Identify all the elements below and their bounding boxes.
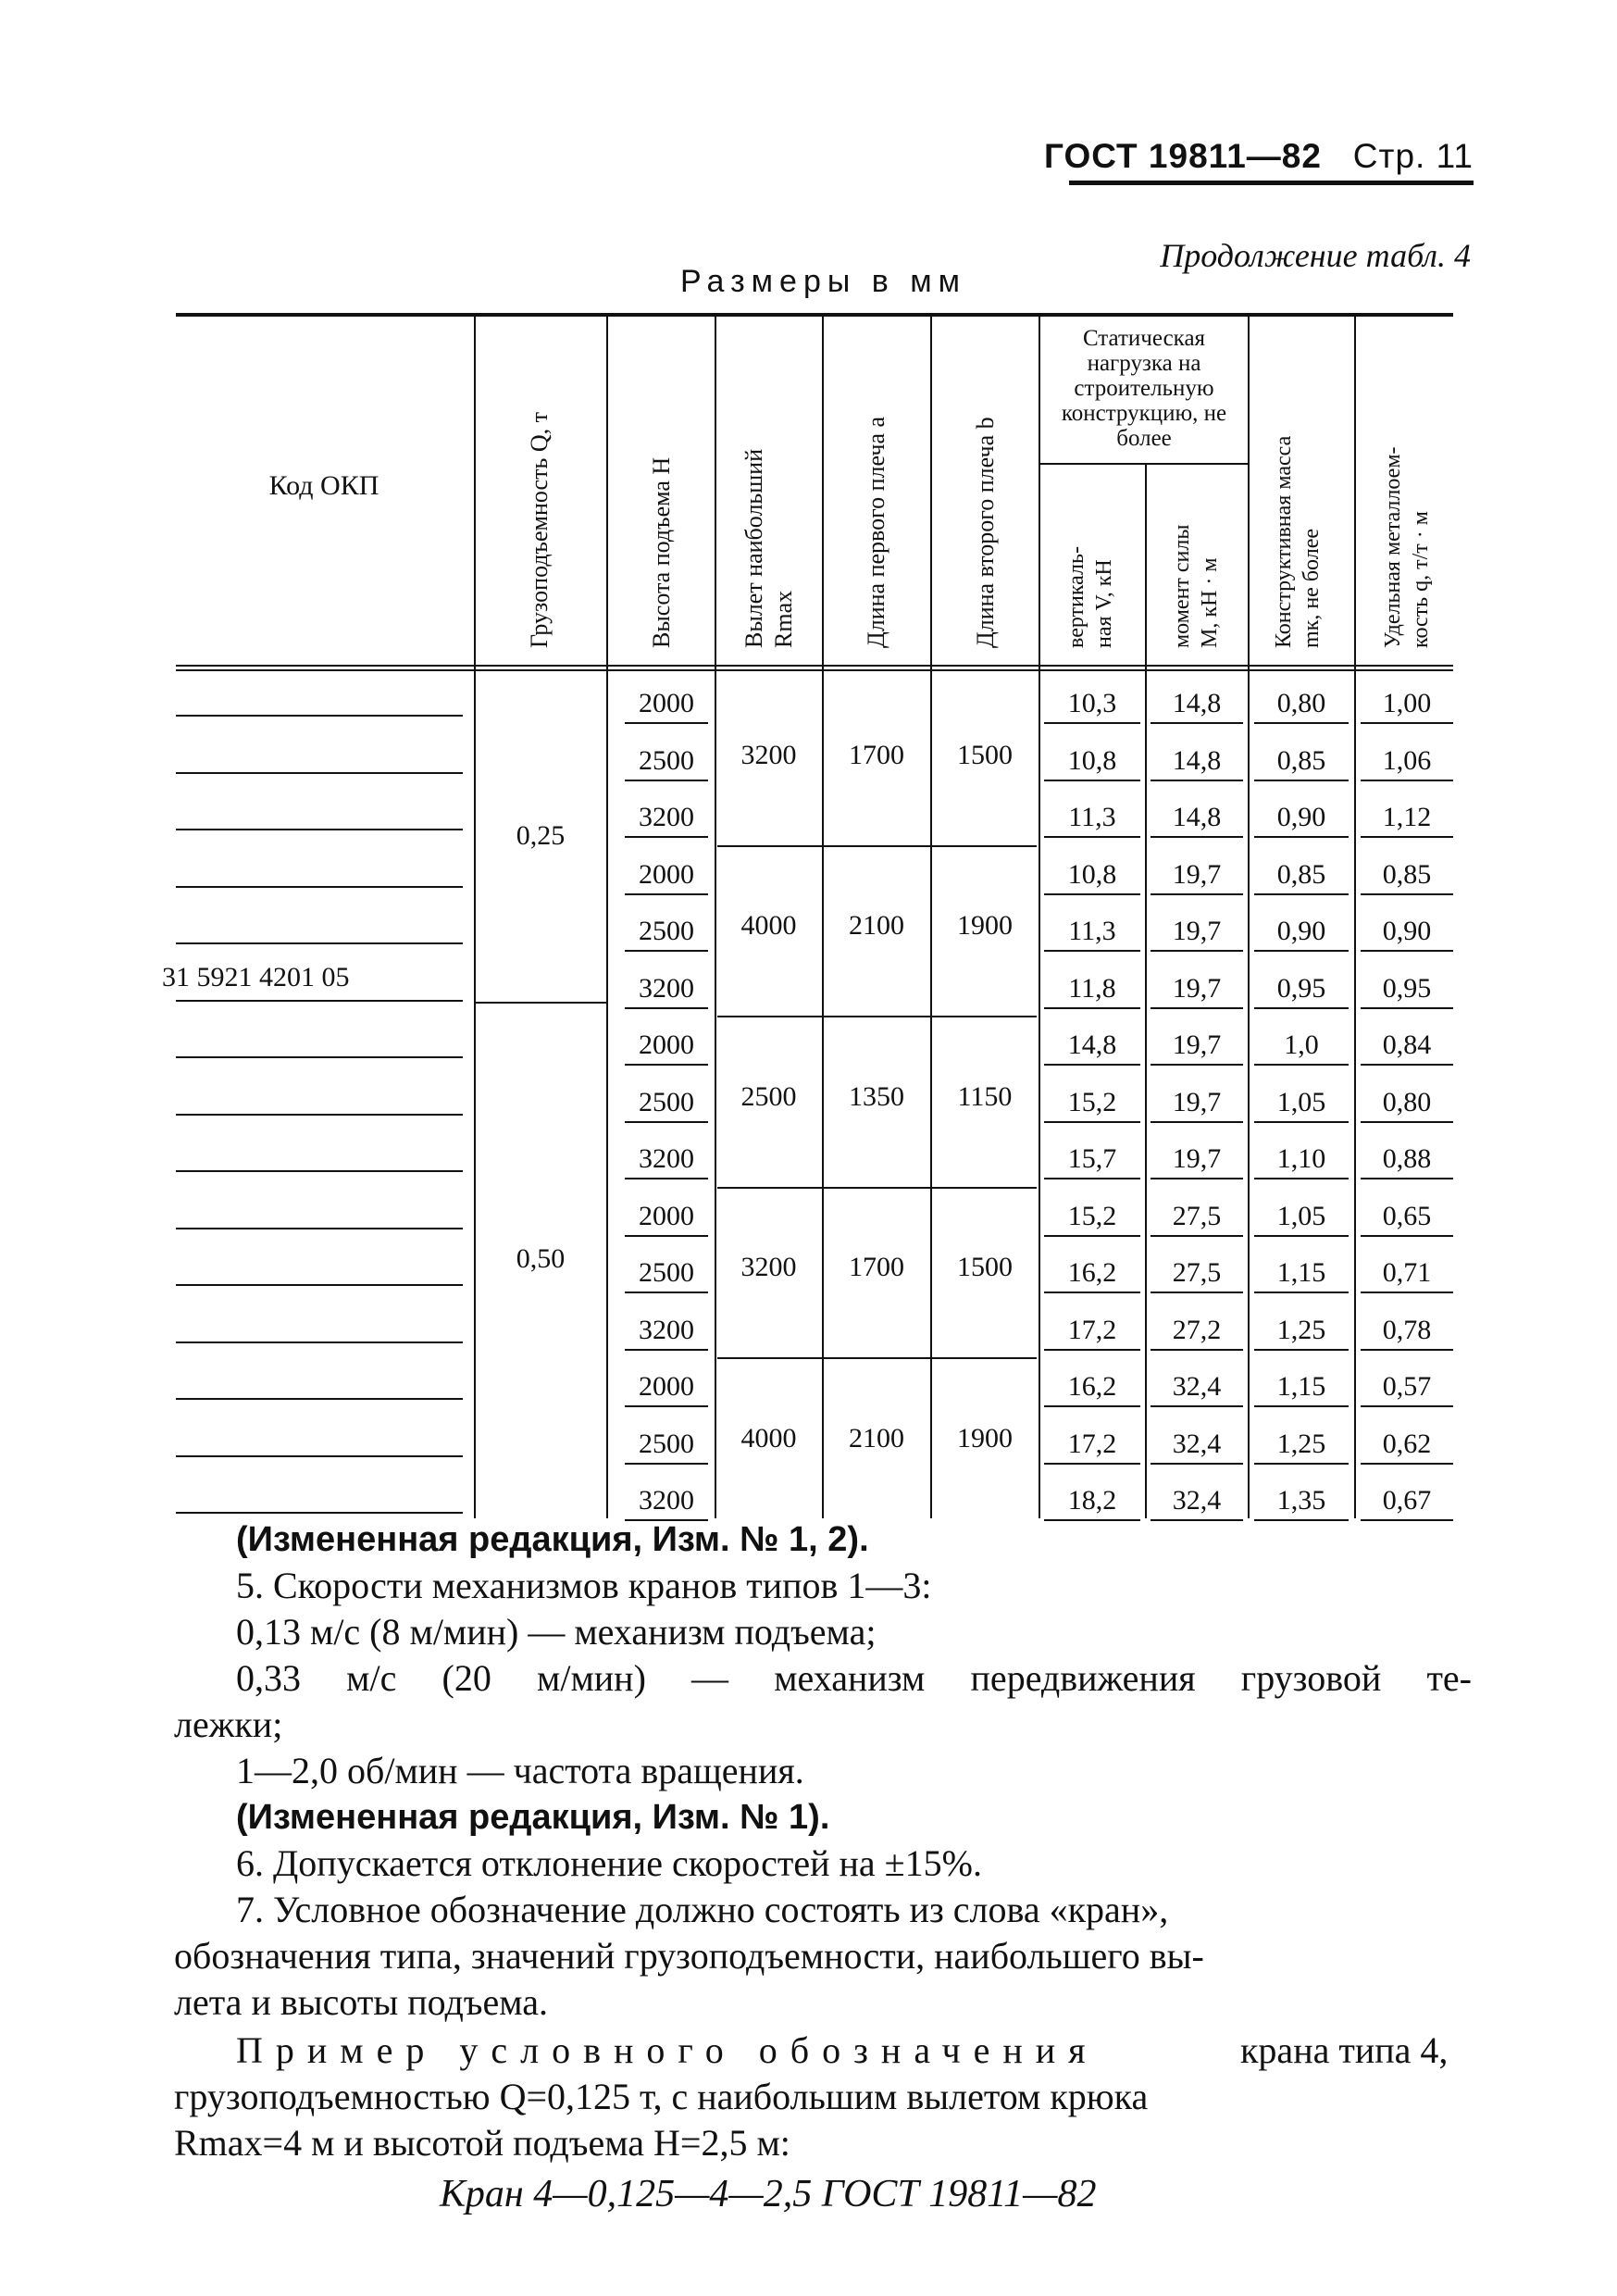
table-cell-m: 32,4 bbox=[1151, 1426, 1243, 1465]
group-rule bbox=[717, 1187, 1037, 1189]
header-specific-line1: Удельная металлоем- bbox=[1381, 446, 1405, 648]
table-cell-q: 0,80 bbox=[1361, 1084, 1453, 1123]
table-top-rule bbox=[176, 313, 1453, 317]
col-sep bbox=[715, 317, 716, 1518]
header-reach-line1: Вылет наибольший bbox=[740, 448, 767, 648]
example-line2: грузоподъемностью Q=0,125 т, с наибольшим вылетом крюка bbox=[174, 2076, 1149, 2117]
table-cell-mk: 0,90 bbox=[1254, 913, 1349, 952]
header-specific-line2: кость q, т/т · м bbox=[1409, 511, 1433, 648]
table-cell-m: 19,7 bbox=[1151, 1084, 1243, 1123]
header-vertical-line2: ная V, кН bbox=[1092, 559, 1116, 648]
group-cell-b: 1150 bbox=[957, 1080, 1013, 1112]
table-cell-mk: 1,0 bbox=[1254, 1027, 1349, 1066]
table-cell-mk: 1,05 bbox=[1254, 1084, 1349, 1123]
header-bottom-rule-2 bbox=[176, 669, 1453, 671]
table-cell-q: 0,57 bbox=[1361, 1368, 1453, 1407]
code-column-dash bbox=[176, 1284, 463, 1286]
group-cell-b: 1900 bbox=[957, 910, 1013, 941]
table-cell-q: 1,12 bbox=[1361, 799, 1453, 838]
header-arm-a: Длина первого плеча a bbox=[863, 416, 889, 648]
paragraph-5c: 1—2,0 об/мин — частота вращения. bbox=[236, 1750, 804, 1791]
table-cell-q: 0,95 bbox=[1361, 970, 1453, 1009]
table-cell-h: 3200 bbox=[625, 1312, 708, 1351]
table-cell-m: 19,7 bbox=[1151, 1141, 1243, 1179]
table-cell-mk: 1,25 bbox=[1254, 1426, 1349, 1465]
table-cell-m: 14,8 bbox=[1151, 742, 1243, 781]
example-line1-spaced: Пример условного обозначения bbox=[236, 2029, 1099, 2071]
group-cell-a: 1700 bbox=[849, 739, 904, 770]
table-cell-q: 0,78 bbox=[1361, 1312, 1453, 1351]
header-vertical-line1: вертикаль- bbox=[1064, 546, 1088, 648]
table-cell-m: 27,5 bbox=[1151, 1198, 1243, 1237]
table-cell-mk: 0,80 bbox=[1254, 685, 1349, 724]
designation-example: Кран 4—0,125—4—2,5 ГОСТ 19811—82 bbox=[440, 2173, 1097, 2215]
col-sep bbox=[930, 317, 932, 1518]
table-cell-mk: 1,10 bbox=[1254, 1141, 1349, 1179]
group-cell-a: 1700 bbox=[849, 1252, 904, 1282]
table-cell-v: 14,8 bbox=[1044, 1027, 1140, 1066]
header-arm-b: Длина второго плеча b bbox=[972, 417, 999, 648]
example-line3: Rmax=4 м и высотой подъема H=2,5 м: bbox=[174, 2122, 790, 2164]
col-sep bbox=[474, 317, 476, 1518]
group-cell-rmax: 2500 bbox=[740, 1080, 797, 1112]
table-cell-q: 0,62 bbox=[1361, 1426, 1453, 1465]
code-column-dash bbox=[176, 715, 463, 717]
table-cell-v: 17,2 bbox=[1044, 1312, 1140, 1351]
table-cell-mk: 0,85 bbox=[1254, 742, 1349, 781]
table-cell-m: 27,2 bbox=[1151, 1312, 1243, 1351]
code-column-dash bbox=[176, 1341, 463, 1343]
header-moment-line2: M, кН · м bbox=[1198, 557, 1222, 648]
table-cell-q: 0,88 bbox=[1361, 1141, 1453, 1179]
group-rule bbox=[717, 845, 1037, 847]
group-cell-rmax: 4000 bbox=[740, 1422, 797, 1454]
standard-number: ГОСТ 19811—82 bbox=[1043, 137, 1322, 175]
table-cell-m: 32,4 bbox=[1151, 1482, 1243, 1521]
example-line1-end: крана типа 4, bbox=[1240, 2029, 1449, 2071]
table-cell-v: 17,2 bbox=[1044, 1426, 1140, 1465]
col-sep bbox=[606, 317, 608, 1518]
table-cell-v: 11,8 bbox=[1044, 970, 1140, 1009]
capacity-group-rule bbox=[474, 1002, 606, 1004]
header-height: Высота подъема H bbox=[648, 456, 675, 648]
table-cell-v: 16,2 bbox=[1044, 1368, 1140, 1407]
code-column-dash bbox=[176, 1455, 463, 1457]
paragraph-7-line1: 7. Условное обозначение должно состоять из слова «кран», bbox=[236, 1889, 1169, 1930]
group-cell-a: 1350 bbox=[849, 1080, 904, 1112]
col-sep bbox=[1039, 317, 1040, 1518]
table-continuation-label: Продолжение табл. 4 bbox=[1160, 237, 1471, 274]
group-cell-a: 2100 bbox=[849, 910, 904, 941]
header-code: Код ОКП bbox=[268, 470, 379, 501]
paragraph-5a: 0,13 м/с (8 м/мин) — механизм подъема; bbox=[236, 1611, 877, 1653]
table-cell-h: 2500 bbox=[625, 1084, 708, 1123]
table-cell-q: 0,84 bbox=[1361, 1027, 1453, 1066]
paragraph-6: 6. Допускается отклонение скоростей на ±15%. bbox=[236, 1842, 982, 1884]
paragraph-7-line2: обозначения типа, значений грузоподъемности, наибольшего вы- bbox=[174, 1935, 1204, 1977]
table-cell-mk: 0,90 bbox=[1254, 799, 1349, 838]
edition-note-2: (Измененная редакция, Изм. № 1). bbox=[236, 1798, 830, 1837]
code-column-dash bbox=[176, 772, 463, 774]
table-cell-mk: 1,35 bbox=[1254, 1482, 1349, 1521]
table-cell-h: 3200 bbox=[625, 1482, 708, 1521]
table-cell-h: 2000 bbox=[625, 685, 708, 724]
table-cell-m: 14,8 bbox=[1151, 799, 1243, 838]
paragraph-7-line3: лета и высоты подъема. bbox=[174, 1981, 549, 2023]
group-cell-b: 1900 bbox=[957, 1422, 1013, 1454]
table-cell-q: 1,00 bbox=[1361, 685, 1453, 724]
paragraph-5b-line2: лежки; bbox=[174, 1703, 283, 1745]
col-sep bbox=[1354, 317, 1356, 1518]
table-cell-v: 11,3 bbox=[1044, 913, 1140, 952]
table-cell-q: 1,06 bbox=[1361, 742, 1453, 781]
table-cell-m: 19,7 bbox=[1151, 970, 1243, 1009]
table-cell-h: 2500 bbox=[625, 1254, 708, 1293]
group-cell-rmax: 3200 bbox=[740, 1252, 797, 1282]
table-cell-h: 3200 bbox=[625, 799, 708, 838]
table-cell-m: 32,4 bbox=[1151, 1368, 1243, 1407]
table-cell-h: 2000 bbox=[625, 856, 708, 895]
table-cell-h: 2500 bbox=[625, 913, 708, 952]
table-cell-mk: 1,15 bbox=[1254, 1368, 1349, 1407]
okp-code: 31 5921 4201 05 bbox=[162, 962, 350, 992]
table-cell-m: 19,7 bbox=[1151, 1027, 1243, 1066]
units-caption: Размеры в мм bbox=[680, 264, 967, 299]
group-cell-b: 1500 bbox=[957, 1252, 1013, 1282]
col-sep bbox=[822, 317, 824, 1518]
table-cell-h: 2500 bbox=[625, 1426, 708, 1465]
code-column-dash bbox=[176, 829, 463, 830]
table-cell-m: 19,7 bbox=[1151, 913, 1243, 952]
header-mass-line2: mк, не более bbox=[1300, 529, 1324, 648]
group-cell-a: 2100 bbox=[849, 1422, 904, 1454]
capacity-group-2: 0,50 bbox=[516, 1243, 566, 1274]
table-cell-mk: 1,15 bbox=[1254, 1254, 1349, 1293]
page-number: Стр. 11 bbox=[1352, 137, 1474, 175]
table-cell-v: 16,2 bbox=[1044, 1254, 1140, 1293]
load-group-rule bbox=[1039, 463, 1248, 465]
code-column-dash bbox=[176, 1114, 463, 1116]
table-cell-h: 2000 bbox=[625, 1368, 708, 1407]
table-cell-h: 3200 bbox=[625, 1141, 708, 1179]
table-cell-v: 15,7 bbox=[1044, 1141, 1140, 1179]
code-column-dash bbox=[176, 1228, 463, 1229]
table-cell-m: 27,5 bbox=[1151, 1254, 1243, 1293]
code-column-dash bbox=[176, 1056, 463, 1058]
header-load-group: Статическая нагрузка на строительную конструкцию, не более bbox=[1061, 326, 1227, 451]
group-rule bbox=[717, 1016, 1037, 1017]
table-cell-v: 10,8 bbox=[1044, 742, 1140, 781]
table-cell-h: 3200 bbox=[625, 970, 708, 1009]
table-cell-mk: 0,95 bbox=[1254, 970, 1349, 1009]
code-column-dash bbox=[176, 1512, 463, 1514]
header-mass-line1: Конструктивная масса bbox=[1272, 435, 1296, 648]
page-header bbox=[1044, 137, 1474, 176]
table-cell-v: 15,2 bbox=[1044, 1198, 1140, 1237]
table-cell-v: 18,2 bbox=[1044, 1482, 1140, 1521]
header-reach-line2: Rmax bbox=[770, 590, 797, 648]
table-cell-q: 0,71 bbox=[1361, 1254, 1453, 1293]
header-capacity: Грузоподъемность Q, т bbox=[526, 412, 553, 648]
table-cell-h: 2500 bbox=[625, 742, 708, 781]
table-cell-v: 11,3 bbox=[1044, 799, 1140, 838]
capacity-group-1: 0,25 bbox=[516, 820, 566, 851]
group-cell-rmax: 4000 bbox=[740, 910, 797, 941]
table-cell-m: 19,7 bbox=[1151, 856, 1243, 895]
table-cell-q: 0,90 bbox=[1361, 913, 1453, 952]
code-column-dash bbox=[176, 1170, 463, 1172]
paragraph-5b-line1: 0,33 м/с (20 м/мин) — механизм передвижения грузовой те- bbox=[236, 1657, 1472, 1699]
edition-note-1: (Измененная редакция, Изм. № 1, 2). bbox=[236, 1520, 869, 1559]
group-cell-rmax: 3200 bbox=[740, 739, 797, 770]
table-cell-v: 10,3 bbox=[1044, 685, 1140, 724]
header-rule bbox=[1069, 181, 1474, 185]
code-column-dash bbox=[176, 1000, 463, 1002]
table-cell-q: 0,65 bbox=[1361, 1198, 1453, 1237]
table-cell-mk: 0,85 bbox=[1254, 856, 1349, 895]
col-sep bbox=[1248, 317, 1250, 1518]
table-cell-v: 15,2 bbox=[1044, 1084, 1140, 1123]
table-cell-h: 2000 bbox=[625, 1027, 708, 1066]
table-cell-v: 10,8 bbox=[1044, 856, 1140, 895]
table-cell-m: 14,8 bbox=[1151, 685, 1243, 724]
group-rule bbox=[717, 1357, 1037, 1359]
group-cell-b: 1500 bbox=[957, 739, 1013, 770]
header-bottom-rule bbox=[176, 665, 1453, 667]
paragraph-5: 5. Скорости механизмов кранов типов 1—3: bbox=[236, 1565, 932, 1606]
table-cell-q: 0,67 bbox=[1361, 1482, 1453, 1521]
col-sep bbox=[1145, 463, 1147, 1518]
table-cell-mk: 1,05 bbox=[1254, 1198, 1349, 1237]
code-column-dash bbox=[176, 886, 463, 888]
header-moment-line1: момент силы bbox=[1170, 524, 1194, 648]
code-column-dash bbox=[176, 942, 463, 944]
table-cell-h: 2000 bbox=[625, 1198, 708, 1237]
table-cell-q: 0,85 bbox=[1361, 856, 1453, 895]
table-cell-mk: 1,25 bbox=[1254, 1312, 1349, 1351]
code-column-dash bbox=[176, 1398, 463, 1400]
